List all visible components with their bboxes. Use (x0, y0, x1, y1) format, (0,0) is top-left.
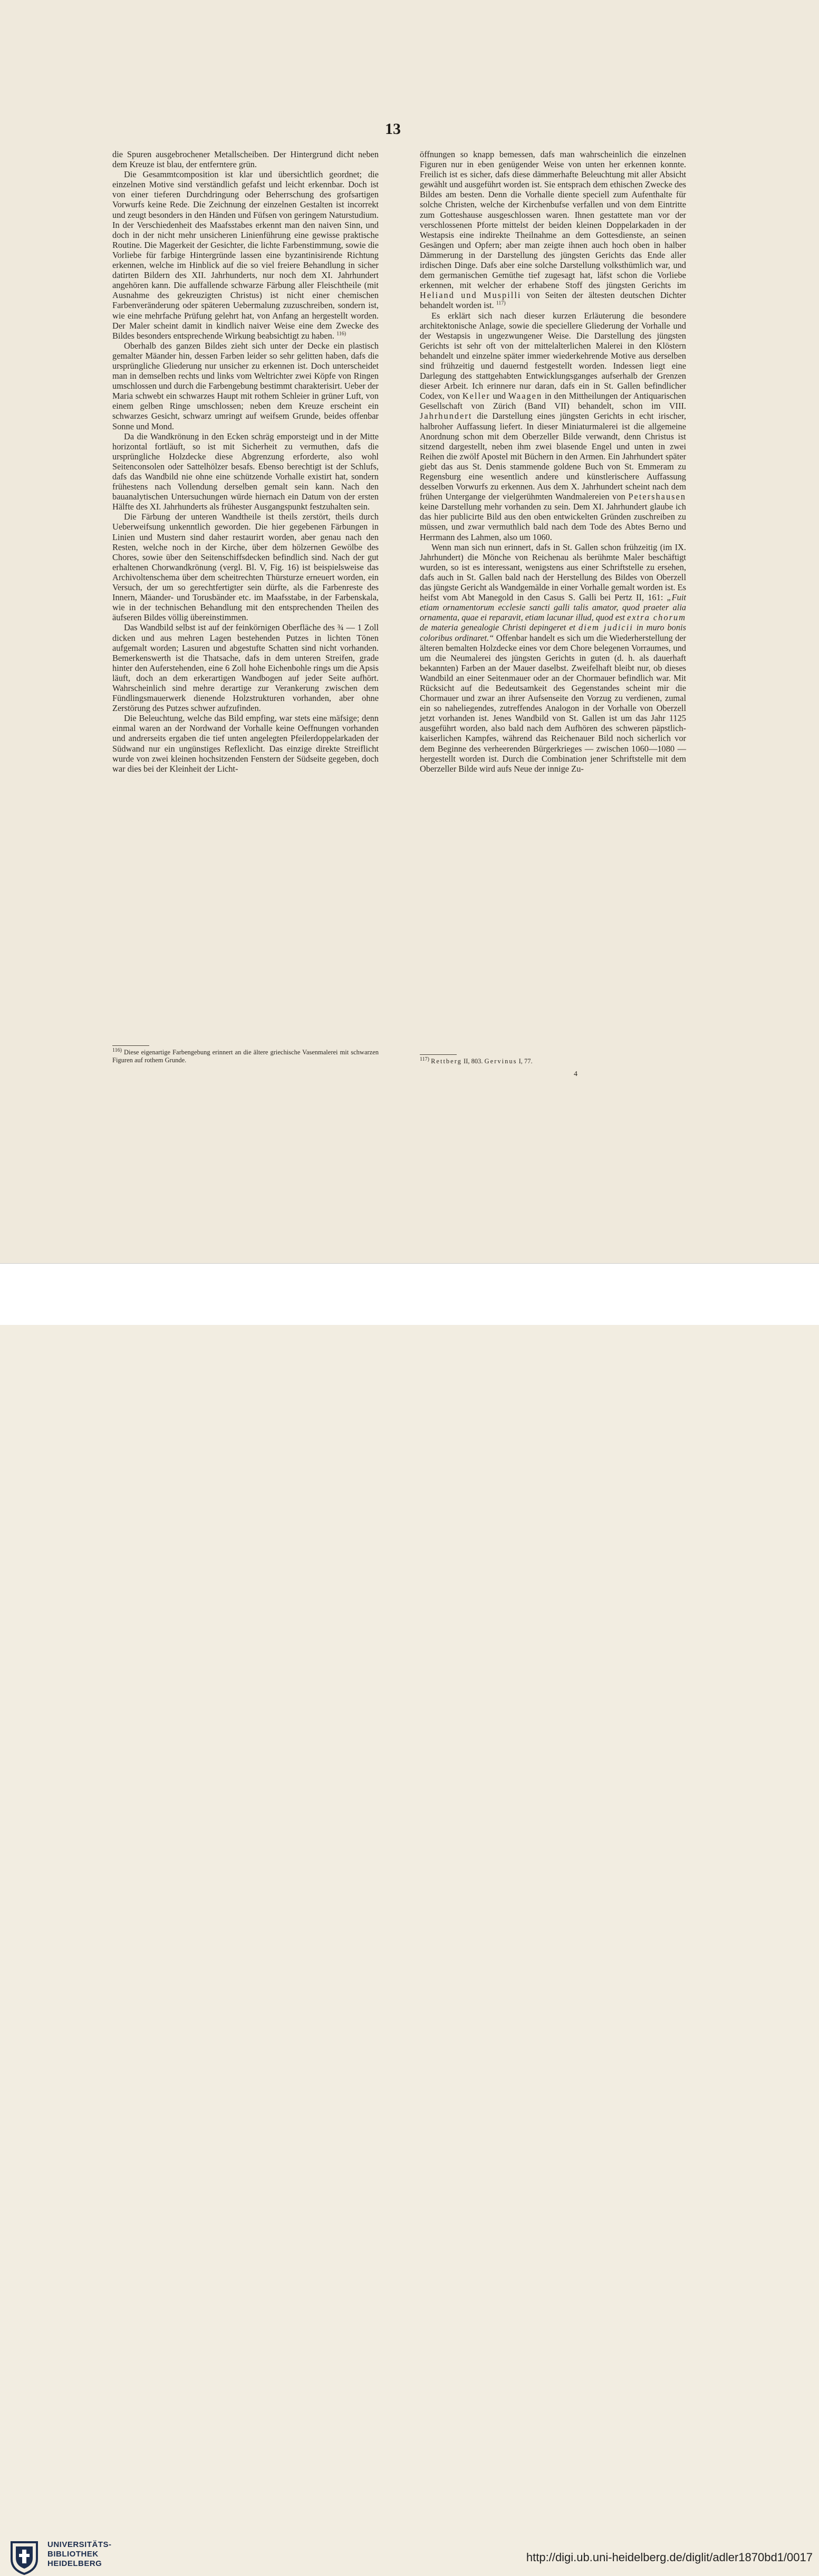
paragraph-text: die Darstellung eines jüngsten Gerichts in echt irischer, halbroher Auffassung liefert. In dieser Miniaturmalerei ist die allgemeine Anordnung schon mit dem Oberzeller Bilde verwandt, denn Christus ist sitzend dargestellt, neben ihm zwei blasende Engel und unten in zwei Reihen die zwölf Apostel mit Büchern in den Armen. Ein Jahrhundert später giebt das aus St. Denis stammende goldene Buch von St. Emmeram zu Regensburg eine wesentlich andere und künstlerischere Auffassung desselben Vorwurfs zu erkennen. Aus dem X. Jahrhundert scheint nach dem frühen Untergange der vielgerühmten Wandmalereien von (420, 411, 686, 502)
paragraph (112, 431, 379, 512)
paragraph-text: von Seiten der ältesten deutschen Dichter behandelt worden ist. (420, 290, 686, 311)
paragraph (420, 542, 686, 774)
paragraph (112, 149, 379, 169)
institution-line: HEIDELBERG (47, 2559, 102, 2568)
paragraph-text: keine Darstellung mehr vorhanden zu sein. Dem XI. Jahrhundert glaube ich das hier publicirte Bild aus den oben entwickelten Gründen zuschreiben zu müssen, und zwar vermuthlich bald nach dem Tode des Abtes Berno und Herrmann des Lahmen, also um 1060. (420, 502, 686, 542)
viewer-footer (0, 1263, 819, 2568)
footnote-right (420, 1058, 686, 1065)
paragraph-text: Da die Wandkrönung in den Ecken schräg emporsteigt und in der Mitte horizontal fortläuft, so ist mit Sicherheit zu vermuthen, dafs die ursprüngliche Holzdecke diese Abgrenzung erforderte, also wohl Seitenconsolen oder Sattelhölzer besafs. Ebenso berechtigt ist der Schlufs, dafs das Wandbild nie ohne eine schützende Vorhalle existirt hat, sondern frühestens nach Vollendung derselben gemalt sein kann. Nach den bauanalytischen Untersuchungen würde hiernach ein Datum von der ersten Hälfte des XI. Jahrhunderts als frühester Ausgangspunkt festzuhalten sein. (112, 431, 379, 512)
scanned-page (0, 0, 819, 1263)
paragraph-text: Oberhalb des ganzen Bildes zieht sich unter der Decke ein plastisch gemalter Mäander hin, dessen Farben leider so sehr gelitten haben, dafs die ursprüngliche Gliederung nur unsicher zu erkennen ist. Doch unterscheidet man in demselben rechts und links vom Weltrichter zwei Köpfe von Ringen umschlossen und durch die Farbengebung bestimmt charakterisirt. Ueber der Maria schwebt ein schwarzes Haupt mit rothem Schleier in grüner Luft, von einem gelben Ringe umschlossen; neben dem Kreuze erscheint ein schwarzes Gesicht, schwarz umringt auf weifsem Grunde, beides offenbar Sonne und Mond. (112, 340, 379, 431)
spaced-name: Heliand und Muspilli (420, 290, 522, 301)
spaced-name: Petershausen (628, 492, 686, 502)
institution-line: UNIVERSITÄTS- (47, 2540, 112, 2549)
right-column (420, 149, 686, 774)
paragraph-text: in den Mittheilungen der Antiquarischen Gesellschaft von Zürich (Band VII) behandelt, schon im VIII. (420, 391, 686, 411)
footnote-author: Rettberg (431, 1058, 462, 1065)
footnote-left (112, 1049, 379, 1064)
spaced-name: Waagen (508, 391, 543, 401)
paragraph-text: Die Beleuchtung, welche das Bild empfing, war stets eine mäfsige; denn einmal waren an der Nordwand der Vorhalle keine Oeffnungen vorhanden und andrerseits ergaben die tief unten angelegten Pfeilerdoppelarkaden der Südwand nur ein ungünstiges Reflexlicht. Das einzige direkte Streiflicht wurde von zwei kleinen hochsitzenden Fenstern der Südseite gegeben, doch war dies bei der Kleinheit der Licht- (112, 713, 379, 774)
institution-line: BIBLIOTHEK (47, 2550, 99, 2559)
paragraph (420, 311, 686, 542)
paragraph (112, 713, 379, 774)
spaced-name: Jahrhundert (420, 411, 473, 421)
institution-name (47, 2540, 112, 2569)
footnote-text: Diese eigenartige Farbengebung erinnert an die ältere griechische Vasenmalerei mit schwarzen Figuren auf rothem Grunde. (112, 1049, 379, 1064)
paragraph-text: Das Wandbild selbst ist auf der feinkörnigen Oberfläche des ¾ — 1 Zoll dicken und aus mehren Lagen bestehenden Putzes in lichten Tönen aufgemalt worden; Lasuren und abgestufte Schatten sind nicht vorhanden. Bemerkenswerth ist die Thatsache, dafs in dem unteren Streifen, grade hinter den Auferstehenden, eine 6 Zoll hohe Eichenbohle rings um die Apsis läuft, doch an dem erkerartigen Wandbogen auf jeder Seite aufhört. Wahrscheinlich sind mehre derartige zur Verankerung zwischen dem Fündlingsmauerwerk dienende Holzstrukturen vorhanden, aber ohne Zerstörung des Putzes schwer aufzufinden. (112, 622, 379, 714)
permalink-url[interactable]: http://digi.ub.uni-heidelberg.de/diglit/adler1870bd1/0017 (526, 2551, 813, 2564)
latin-quote: in muro bonis coloribus ordinaret.“ (420, 622, 686, 643)
footnote-rule (112, 1045, 149, 1046)
university-seal-icon (8, 2539, 40, 2576)
paragraph-text: Wenn man sich nun erinnert, dafs in St. Gallen schon frühzeitig (im IX. Jahrhundert) die Mönche von Reichenau als berühmte Maler beschäftigt wurden, so ist es interessant, wenigstens aus einer Schriftstelle zu ersehen, dafs auch in St. Gallen bald nach der Herstellung des Bildes von Oberzell das jüngste Gericht als Wandgemälde in einer Vorhalle gemalt worden ist. Es heifst vom Abt Manegold in den Casus S. Galli bei Pertz II, 161: (420, 542, 686, 603)
footnote-text: II, 803. (464, 1058, 483, 1065)
signature-mark: 4 (574, 1070, 577, 1078)
footnote-ref: 116) (336, 331, 346, 337)
paragraph-text: und (493, 391, 506, 401)
paragraph (112, 512, 379, 622)
footnote-marker: 117) (420, 1056, 429, 1062)
footnote-author: Gervinus (484, 1058, 517, 1065)
paragraph (112, 341, 379, 431)
paragraph-text: Die Färbung der unteren Wandtheile ist theils zerstört, theils durch Ueberweifsung unkenntlich geworden. Die hier gegebenen Färbungen in Linien und Mustern sind daher restaurirt worden, aber genau nach den Resten, welche noch in der Kirche, über dem hölzernen Gewölbe des Chores, sowie über den Seitenschiffsdecken befindlich sind. Nach der gut erhaltenen Chorwandkrönung (vergl. Bl. V, Fig. 16) ist beispielsweise das Archivoltenschema über dem scheitrechten Thürsturze erneuert worden, ein Versuch, der um so gerechtfertigter sein dürfte, als die Farbenreste des Innern, Mäander- und Torusbänder etc. im Maafsstabe, in der Farbenskala, wie in der technischen Behandlung mit den entsprechenden Theilen des äufseren Bildes völlig übereinstimmen. (112, 512, 379, 623)
latin-quote: „Fuit etiam ornamentorum ecclesie sancti galli talis amator, quod praeter alia ornamenta, quae ei reparavit, etiam lacunar illud, quod est (420, 592, 686, 623)
paragraph (112, 622, 379, 713)
footnote-text: I, 77. (518, 1058, 533, 1065)
latin-quote-spaced: extra chorum (627, 612, 686, 623)
footnote-ref: 117) (496, 300, 506, 306)
paragraph-text: Offenbar handelt es sich um die Wiederherstellung der älteren bemalten Holzdecke eines vor dem Chore belegenen Vorraumes, und um die Neumalerei des jüngsten Gerichts in guten (d. h. als dauerhaft bekannten) Farben an der Mauer daselbst. Zweifelhaft bleibt nur, ob dieses Wandbild an einer Seitenmauer oder an der Chormauer befindlich war. Mit Rücksicht auf die Bedeutsamkeit des Gegenstandes scheint mir die Chormauer und zwar an ihrer Aufsenseite den Vorzug zu verdienen, zumal ein so naheliegendes, zutreffendes Analogon in der Vorhalle von Oberzell jetzt vorhanden ist. Jenes Wandbild von St. Gallen ist um das Jahr 1125 ausgeführt worden, also bald nach dem Aufhören des schweren päpstlich-kaiserlichen Kampfes, während das Reichenauer Bild noch sicherlich vor dem Beginne des verheerenden Bürgerkrieges — zwischen 1060—1080 — hergestellt worden ist. Durch die Combination jener Schriftstelle mit dem Oberzeller Bilde wird aufs Neue der innige Zu- (420, 632, 687, 774)
paragraph-text: Die Gesammtcomposition ist klar und übersichtlich geordnet; die einzelnen Motive sind verständlich gefafst und leicht erkennbar. Doch ist von einer tieferen Durchdringung oder Beherrschung des grofsartigen Vorwurfs keine Rede. Die Zeichnung der einzelnen Gestalten ist incorrekt und zeugt besonders in den Händen und Füfsen von geringem Naturstudium. In der Verschiedenheit des Maafsstabes erkennt man den naiven Sinn, und doch in der nicht mehr unsicheren Linienführung eine gewisse praktische Routine. Die Magerkeit der Gesichter, die lichte Farbenstimmung, sowie die Vorliebe für farbige Hintergründe lassen eine byzantinisirende Richtung erkennen, welche im Hinblick auf die so viel freiere Behandlung in sicher datirten Bildern des XII. Jahrhunderts, nur noch dem XI. Jahrhundert angehören kann. Die auffallende schwarze Färbung aller Fleischtheile (mit Ausnahme des gekreuzigten Christus) ist nicht einer chemischen Farbenveränderung oder späteren Uebermalung zuzuschreiben, sondern ist, wie eine mehrfache Prüfung gelehrt hat, von Anfang an hergestellt worden. Der Maler scheint damit in kindlich naiver Weise eine dem Zwecke des Bildes besonders entsprechende Wirkung beabsichtigt zu haben. (112, 169, 379, 341)
paragraph (420, 149, 686, 311)
footnote-marker: 116) (112, 1047, 122, 1053)
paragraph (112, 169, 379, 341)
paragraph-text: öffnungen so knapp bemessen, dafs man wahrscheinlich die einzelnen Figuren nur in eben genügender Weise von unten her erkennen konnte. Freilich ist es sicher, dafs diese dämmerhafte Beleuchtung mit aller Absicht gewählt und ausgeführt worden ist. Sie entsprach dem ethischen Zwecke des Bildes am besten. Denn die Vorhalle diente speciell zum Aufenthalte für solche Christen, welche der Kirchenbufse verfallen und von dem Eintritte zum Gotteshause ausgeschlossen waren. Ihnen gestattete man vor der verschlossenen Pforte mittelst der beiden kleinen Doppelarkaden in der Westapsis eine indirekte Theilnahme an dem Gottesdienste, an seinen Gesängen und Opfern; aber man zeigte ihnen auch hoch oben in halber Dämmerung in der Darstellung des jüngsten Gerichts das Ende aller irdischen Dinge. Dafs aber eine solche Darstellung volksthümlich war, und dem germanischen Gemüthe tief zugesagt hat, läfst schon die Vorliebe erkennen, mit welcher der erhabene Stoff des jüngsten Gerichts im (420, 149, 686, 291)
footnote-rule (420, 1054, 457, 1055)
paragraph-text: Es erklärt sich nach dieser kurzen Erläuterung die besondere architektonische Anlage, sowie die speciellere Gliederung der Vorhalle und der Westapsis in ungezwungener Weise. Die Darstellung des jüngsten Gerichts ist sehr oft von der mittelalterlichen Malerei in den Klöstern behandelt und einzelne später immer wiederkehrende Motive aus derselben sind frühzeitig und dauernd festgestellt worden. Indessen liegt eine Darlegung des stattgehabten Entwicklungsganges aufserhalb der Grenzen dieser Arbeit. Ich erinnere nur daran, dafs ein in St. Gallen befindlicher Codex, von (420, 310, 686, 401)
page-number: 13 (385, 120, 401, 138)
paragraph-text: die Spuren ausgebrochener Metallscheiben. Der Hintergrund dicht neben dem Kreuze ist blau, der entferntere grün. (112, 149, 379, 170)
latin-quote: de materia genealogie Christi depingeret et (420, 622, 576, 633)
latin-quote-spaced: diem judicii (579, 622, 633, 633)
left-column (112, 149, 379, 774)
spaced-name: Keller (462, 391, 490, 401)
